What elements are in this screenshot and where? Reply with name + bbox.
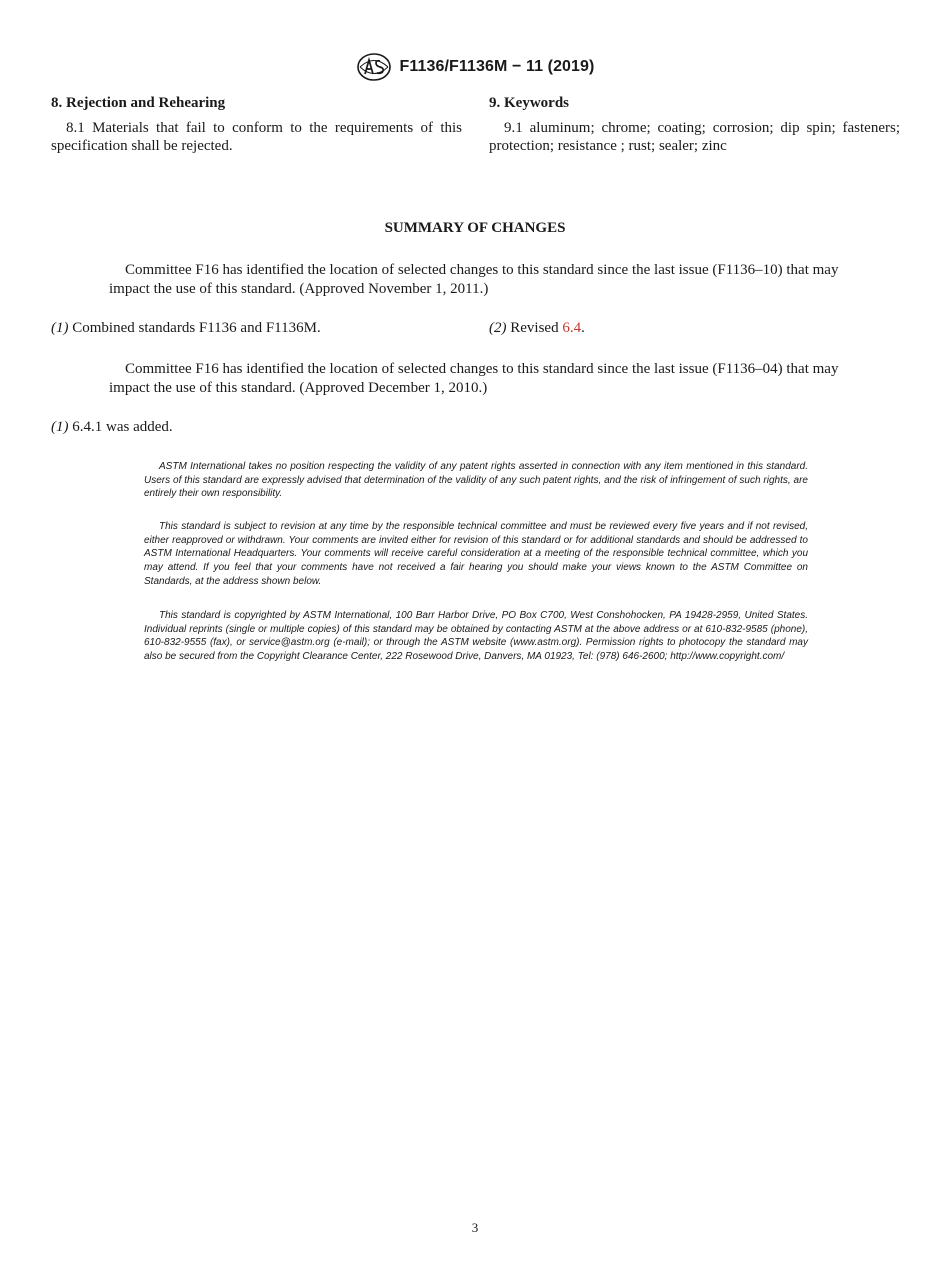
item-tail: . — [581, 320, 585, 336]
summary-title: SUMMARY OF CHANGES — [384, 220, 566, 236]
section-8 — [51, 94, 462, 156]
item-number: (2) — [489, 320, 507, 336]
summary-block1-item1 — [51, 320, 321, 337]
section-9-body: 9.1 aluminum; chrome; coating; corrosion; dip spin; fasteners; protection; resistance ; rust; sealer; zinc — [489, 119, 900, 154]
item-text: Revised — [510, 320, 559, 336]
section-8-heading: 8. Rejection and Rehearing — [51, 95, 226, 111]
page-header — [0, 52, 950, 82]
section-9-heading: 9. Keywords — [489, 95, 569, 111]
patent-notice: ASTM International takes no position respecting the validity of any patent rights asserted in connection with any item mentioned in this standard. Users of this standard are expressly advised that determination of the validity of any such patent rights, and the risk of infringement of such rights, are entirely their own responsibility. — [144, 461, 808, 500]
astm-logo — [356, 52, 392, 82]
item-text: Combined standards F1136 and F1136M. — [72, 320, 321, 336]
revision-notice: This standard is subject to revision at any time by the responsible technical committee and must be reviewed every five years and if not revised, either reapproved or withdrawn. Your comments are invited either for revision of this standard or for additional standards and should be addressed to ASTM International Headquarters. Your comments will receive careful consideration at a meeting of the responsible technical committee, which you may attend. If you feel that your comments have not received a fair hearing you should make your views known to the ASTM Committee on Standards, at the address shown below. — [144, 521, 808, 587]
item-number: (1) — [51, 320, 69, 336]
item-number: (1) — [51, 419, 69, 435]
standard-designation: F1136/F1136M − 11 (2019) — [399, 58, 595, 75]
summary-block2-item1 — [51, 419, 173, 436]
copyright-notice: This standard is copyrighted by ASTM International, 100 Barr Harbor Drive, PO Box C700, West Conshohocken, PA 19428-2959, United States. Individual reprints (single or multiple copies) of this standard may be obtained by contacting ASTM at the above address or at 610-832-9585 (phone), 610-832-9555 (fax), or service@astm.org (e-mail); or through the ASTM website (www.astm.org). Permission rights to photocopy the standard may also be secured from the Copyright Clearance Center, 222 Rosewood Drive, Danvers, MA 01923, Tel: (978) 646-2600; http://www.copyright.com/ — [144, 610, 808, 663]
section-9 — [489, 94, 900, 156]
item-text: 6.4.1 was added. — [72, 419, 173, 435]
summary-block1-item2 — [489, 320, 585, 337]
summary-block2-intro: Committee F16 has identified the location of selected changes to this standard since the last issue (F1136–04) that may impact the use of this standard. (Approved December 1, 2010.) — [109, 361, 839, 396]
section-8-body: 8.1 Materials that fail to conform to the requirements of this specification shall be rejected. — [51, 119, 462, 154]
section-link-6-4[interactable]: 6.4 — [562, 320, 582, 336]
summary-block1-intro: Committee F16 has identified the location of selected changes to this standard since the last issue (F1136–10) that may impact the use of this standard. (Approved November 1, 2011.) — [109, 262, 839, 297]
page-number: 3 — [471, 1220, 479, 1235]
